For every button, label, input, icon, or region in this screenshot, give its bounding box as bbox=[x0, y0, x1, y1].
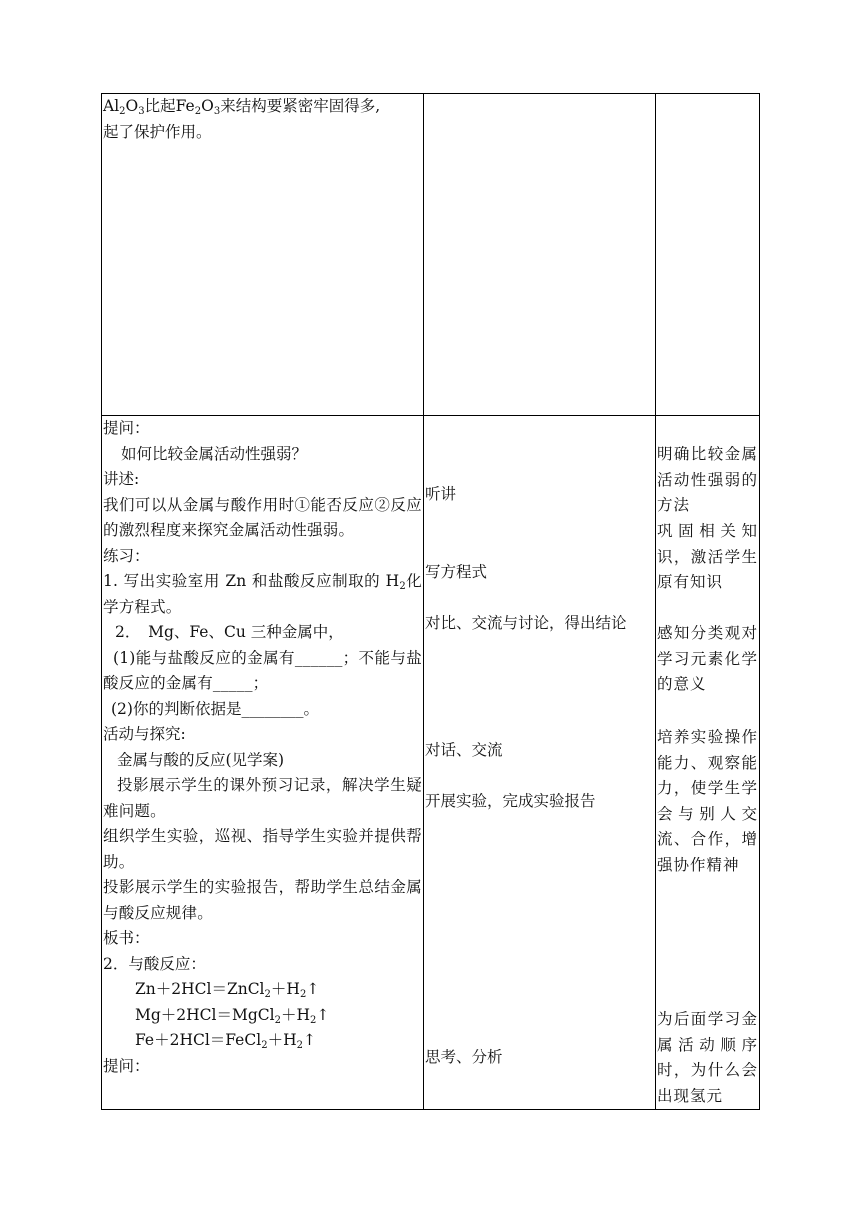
goal-1: 明确比较金属活动性强弱的方法 bbox=[657, 445, 758, 514]
design-intent-cell bbox=[656, 416, 760, 1110]
text-line: 起了保护作用。 bbox=[103, 122, 212, 141]
projection-1: 投影展示学生的课外预习记录，解决学生疑难问题。 bbox=[103, 776, 422, 820]
organize-experiment: 组织学生实验，巡视、指导学生实验并提供帮助。 bbox=[103, 827, 422, 871]
teacher-activity-cell bbox=[102, 94, 424, 416]
text-line: $Al_2O_3$比起$Fe_2O_3$来结构要紧密牢固得多, bbox=[103, 97, 381, 117]
goal-5: 为后面学习金属活动顺序时，为什么会出现氢元 bbox=[657, 1010, 758, 1105]
design-intent-cell bbox=[656, 94, 760, 416]
equation-1: $Zn+2HCl=ZnCl_2+H_2↑$ bbox=[135, 980, 320, 1000]
exercise-label: 练习： bbox=[103, 546, 150, 565]
narration-label: 讲述: bbox=[103, 470, 140, 488]
think-text: 思考、分析 bbox=[425, 1048, 503, 1066]
dialog-text: 对话、交流 bbox=[425, 741, 503, 759]
goal-2: 巩固相关知识，激活学生原有知识 bbox=[657, 522, 758, 591]
exercise-2-2: (2)你的判断依据是________。 bbox=[111, 699, 319, 718]
exercise-2-1: (1)能与盐酸反应的金属有______；不能与盐酸反应的金属有_____； bbox=[103, 648, 422, 692]
projection-2: 投影展示学生的实验报告，帮助学生总结金属与酸反应规律。 bbox=[103, 878, 422, 922]
activity-text: 金属与酸的反应(见学案) bbox=[117, 750, 285, 769]
teacher-activity-cell bbox=[102, 416, 424, 1110]
student-activity-cell bbox=[424, 94, 656, 416]
question-2-label: 提问： bbox=[103, 1056, 150, 1075]
experiment-text: 开展实验，完成实验报告 bbox=[425, 792, 596, 810]
equation-2: $Mg+2HCl=MgCl_2+H_2↑$ bbox=[135, 1005, 330, 1026]
compare-text: 对比、交流与讨论，得出结论 bbox=[425, 614, 627, 632]
board-heading: 2．与酸反应： bbox=[103, 954, 206, 973]
goal-3: 感知分类观对学习元素化学的意义 bbox=[657, 624, 758, 693]
student-activity-cell bbox=[424, 416, 656, 1110]
activity-label: 活动与探究: bbox=[103, 725, 186, 743]
exercise-2: 2． Mg、Fe、Cu 三种金属中， bbox=[115, 623, 344, 641]
listen-text: 听讲 bbox=[425, 485, 457, 503]
table-row bbox=[102, 416, 760, 1110]
question-text: 如何比较金属活动性强弱？ bbox=[121, 444, 308, 463]
equation-3: $Fe+2HCl=FeCl_2+H_2↑$ bbox=[135, 1031, 316, 1051]
exercise-1: 1. 写出实验室用 Zn 和盐酸反应制取的 $H_2$化学方程式。 bbox=[103, 572, 423, 616]
goal-4: 培养实验操作能力、观察能力，使学生学会与别人交流、合作，增强协作精神 bbox=[657, 728, 758, 874]
write-text: 写方程式 bbox=[425, 563, 488, 581]
narration-text: 我们可以从金属与酸作用时①能否反应②反应的激烈程度来探究金属活动性强弱。 bbox=[103, 495, 422, 539]
board-label: 板书： bbox=[103, 929, 150, 947]
table-row bbox=[102, 94, 760, 416]
question-label: 提问： bbox=[103, 419, 150, 437]
lesson-plan-table bbox=[101, 93, 760, 1110]
